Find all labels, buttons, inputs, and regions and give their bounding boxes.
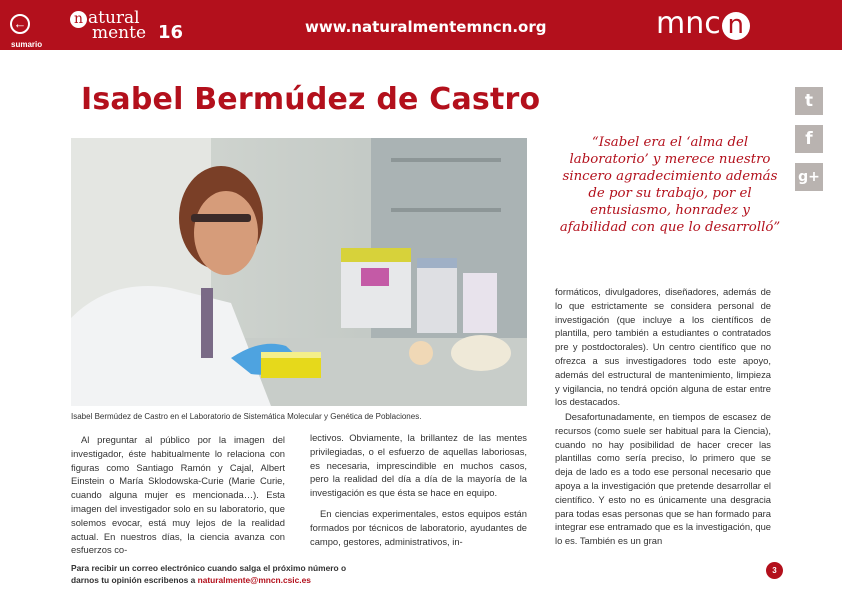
paragraph: Al preguntar al público por la imagen del investigador, éste habitualmente lo relaciona con figuras como Santiago Ramón y Cajal, Albert Einstein o María Sklodowska-Curie (Marie Curie, cuando alguna mujer es mencionada…). Esta imagen del investigador solo en su laboratorio, que solemos evocar, está muy lejos de la realidad actual. En nuestros días, la ciencia avanza con esfuerzos co-	[71, 434, 285, 556]
sumario-link[interactable]: sumario	[11, 40, 43, 49]
footer-line-2	[71, 574, 346, 586]
mncn-logo-circle: n	[722, 12, 750, 40]
text-column-3	[555, 285, 771, 409]
paragraph: lectivos. Obviamente, la brillantez de las mentes privilegiadas, o el esfuerzo de aquellas laboriosas, es necesaria, imprescindible en muchos casos, pero la realidad del día a día de la mayoría de la investigación es que ésta se hace en equipo.	[310, 432, 527, 499]
text-column-1	[71, 433, 285, 557]
issue-number: 16	[158, 22, 184, 43]
lab-photo	[71, 138, 527, 406]
footer-line-2-text: darnos tu opinión escribenos a	[71, 575, 198, 585]
logo-word-2: mente	[92, 23, 147, 43]
paragraph: En ciencias experimentales, estos equipos están formados por técnicos de laboratorio, ayudantes de campo, gestores, administrativos, in-	[310, 507, 527, 547]
site-url-link[interactable]: www.naturalmentemncn.org	[305, 18, 547, 36]
logo-word-1: atural	[88, 8, 140, 28]
text-column-3-lower	[555, 410, 771, 548]
top-bar	[0, 0, 842, 50]
footer-email-link[interactable]: naturalmente@mncn.csic.es	[197, 575, 311, 585]
photo-caption: Isabel Bermúdez de Castro en el Laboratorio de Sistemática Molecular y Genética de Poblaciones.	[71, 412, 422, 421]
text-column-2	[310, 431, 527, 548]
mncn-logo-text: mnc	[656, 6, 721, 41]
mncn-logo	[656, 6, 750, 41]
facebook-icon[interactable]: f	[795, 125, 823, 153]
paragraph: Desafortunadamente, en tiempos de escasez de recursos (como suele ser habitual para la Ciencia), cuando no hay posibilidad de hacer crecer las plantillas como sería preciso, lo primero que se deja de lado es a todo ese personal necesario que apoya a la investigación que pretende desarrollar el científico. Y esto no es únicamente una desgracia para todas esas personas que se han formado para integrar ese entramado que es la investigación, que lo es. También es un gran	[555, 411, 771, 547]
back-arrow-icon[interactable]: ←	[10, 14, 30, 34]
page-number: 3	[766, 562, 783, 579]
pull-quote: “Isabel era el ‘alma del laboratorio’ y merece nuestro sincero agradecimiento además de por su trabajo, por el entusiasmo, honradez y afabilidad con que lo desarrolló”	[559, 135, 781, 235]
twitter-icon[interactable]: t	[795, 87, 823, 115]
footer-line-1: Para recibir un correo electrónico cuando salga el próximo número o	[71, 563, 347, 573]
article-title: Isabel Bermúdez de Castro	[81, 82, 541, 117]
logo-n: n	[70, 11, 87, 28]
footer-note	[71, 562, 346, 586]
googleplus-icon[interactable]: g+	[795, 163, 823, 191]
paragraph: formáticos, divulgadores, diseñadores, además de lo que estrictamente se considera personal de investigación (que incluye a los científicos de plantilla, pero también a estudiantes o contratados pre y postdoctorales). Un centro científico que no ofrezca a sus investigadores todo este apoyo, además del estructural de mantenimiento, limpieza y vigilancia, no tendrá opción alguna de estar entre los destacados.	[555, 286, 771, 408]
